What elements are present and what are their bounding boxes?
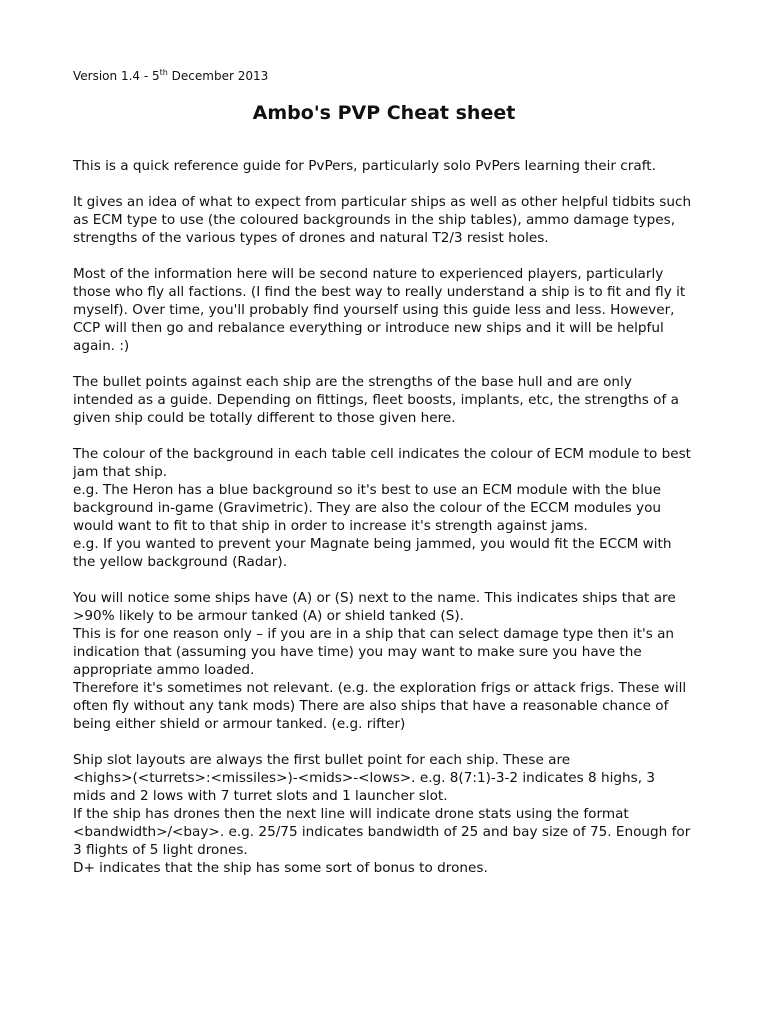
paragraph [73,589,713,733]
paragraph-line: You will notice some ships have (A) or (S) next to the name. This indicates ships that are [73,590,676,606]
version-text: Version 1.4 - 5 [73,69,160,83]
paragraph [73,445,713,571]
paragraph-line: Ship slot layouts are always the first bullet point for each ship. These are [73,752,571,768]
paragraph-line: <highs>(<turrets>:<missiles>)-<mids>-<lows>. e.g. 8(7:1)-3-2 indicates 8 highs, 3 [73,770,656,786]
paragraph-line: intended as a guide. Depending on fittings, fleet boosts, implants, etc, the strengths of a [73,392,679,408]
paragraph-line: Therefore it's sometimes not relevant. (e.g. the exploration frigs or attack frigs. These will [73,680,687,696]
paragraph [73,157,713,175]
paragraph-line: again. :) [73,338,130,354]
paragraph-line: >90% likely to be armour tanked (A) or shield tanked (S). [73,608,464,624]
paragraph-line: Most of the information here will be second nature to experienced players, particularly [73,266,664,282]
version-date-rest: December 2013 [167,69,269,83]
paragraph-line: D+ indicates that the ship has some sort of bonus to drones. [73,860,488,876]
paragraph-line: jam that ship. [73,464,168,480]
paragraph-line: given ship could be totally different to those given here. [73,410,456,426]
version-line [73,68,268,84]
paragraph-line: This is for one reason only – if you are in a ship that can select damage type then it's an [73,626,675,642]
document-title: Ambo's PVP Cheat sheet [252,102,516,124]
paragraph [73,373,713,427]
paragraph-line: 3 flights of 5 light drones. [73,842,248,858]
paragraph-line: background in-game (Gravimetric). They are also the colour of the ECCM modules you [73,500,662,516]
paragraph-line: The colour of the background in each table cell indicates the colour of ECM module to best [73,446,691,462]
paragraph-line: strengths of the various types of drones and natural T2/3 resist holes. [73,230,549,246]
paragraph-line: appropriate ammo loaded. [73,662,255,678]
paragraph [73,265,713,355]
paragraph-line: mids and 2 lows with 7 turret slots and 1 launcher slot. [73,788,448,804]
paragraph-line: would want to fit to that ship in order to increase it's strength against jams. [73,518,588,534]
paragraph-line: as ECM type to use (the coloured backgrounds in the ship tables), ammo damage types, [73,212,676,228]
paragraph-line: those who fly all factions. (I find the best way to really understand a ship is to fit and fly it [73,284,686,300]
paragraph-line: e.g. The Heron has a blue background so it's best to use an ECM module with the blue [73,482,661,498]
paragraph-line: myself). Over time, you'll probably find yourself using this guide less and less. However, [73,302,675,318]
paragraph-line: often fly without any tank mods) There are also ships that have a reasonable chance of [73,698,669,714]
document-body [73,157,713,895]
paragraph-line: being either shield or armour tanked. (e.g. rifter) [73,716,406,732]
paragraph-line: the yellow background (Radar). [73,554,288,570]
paragraph-line: CCP will then go and rebalance everything or introduce new ships and it will be helpful [73,320,664,336]
paragraph-line: <bandwidth>/<bay>. e.g. 25/75 indicates bandwidth of 25 and bay size of 75. Enough for [73,824,691,840]
version-ordinal: th [159,68,168,77]
paragraph [73,751,713,877]
paragraph-line: This is a quick reference guide for PvPers, particularly solo PvPers learning their craft. [73,158,656,174]
paragraph-line: indication that (assuming you have time) you may want to make sure you have the [73,644,642,660]
paragraph-line: If the ship has drones then the next line will indicate drone stats using the format [73,806,629,822]
paragraph-line: It gives an idea of what to expect from particular ships as well as other helpful tidbits such [73,194,692,210]
paragraph [73,193,713,247]
paragraph-line: e.g. If you wanted to prevent your Magnate being jammed, you would fit the ECCM with [73,536,672,552]
paragraph-line: The bullet points against each ship are the strengths of the base hull and are only [73,374,632,390]
